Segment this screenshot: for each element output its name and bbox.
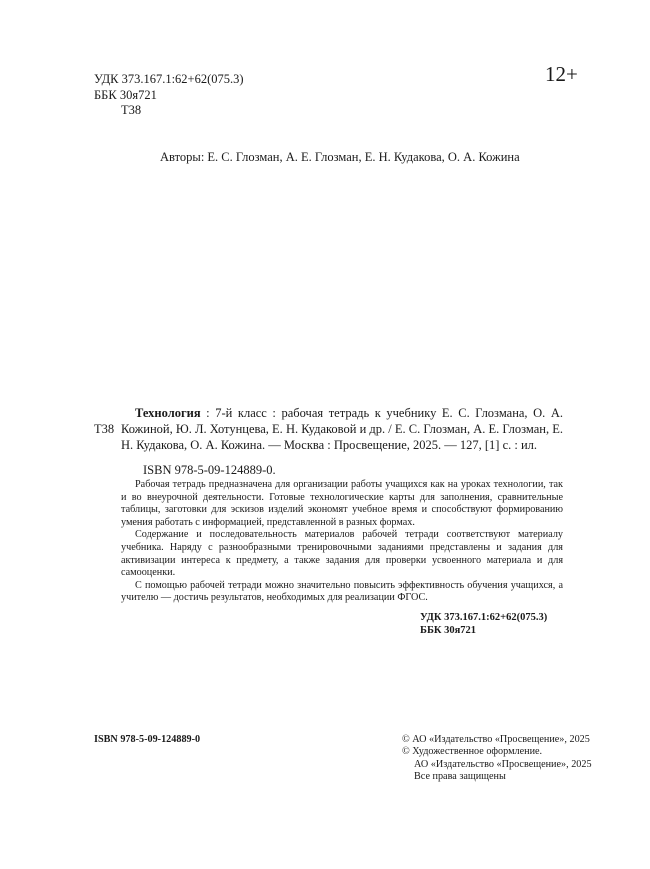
annotation-paragraph: Содержание и последовательность материалов рабочей тетради соответствуют материалу учебника. Наряду с разнообразными тренировочными заданиями представлены и задания для активизации интереса к предмету, а также задания для проверки усвоенного материала и для самооценки. <box>121 529 563 579</box>
age-rating: 12+ <box>545 62 578 86</box>
bbk-code: ББК 30я721 <box>94 87 157 102</box>
catalog-entry <box>121 405 563 454</box>
bbk-bottom: ББК 30я721 <box>420 624 477 636</box>
annotation-paragraph: Рабочая тетрадь предназначена для организации работы учащихся как на уроках технологии, так и во внеурочной деятельности. Готовые технологические карты для заполнения, сравнительные таблицы, заготовки для эскизов изделий экономят учебное время и способствуют формированию умения работать с информацией, представленной в разных формах. <box>121 479 563 528</box>
author-mark: Т38 <box>121 103 142 117</box>
udk-bottom: УДК 373.167.1:62+62(075.3) <box>420 612 548 623</box>
copyright-line: АО «Издательство «Просвещение», 2025 <box>414 758 592 770</box>
copyright-block <box>402 734 592 783</box>
catalog-isbn: ISBN 978-5-09-124889-0. <box>143 463 276 477</box>
isbn-bottom: ISBN 978-5-09-124889-0 <box>94 734 201 745</box>
bottom-classification <box>420 612 563 637</box>
catalog-description: : 7-й класс : рабочая тетрадь к учебнику Е. С. Глозмана, О. А. Кожиной, Ю. Л. Хотунцева, Е. Н. Кудаковой и др. / Е. С. Глозман, А. Е. Глозман, Е. Н. Кудакова, О. А. Кожина. — Москва : Просвещение, 2025. — 127, [1] с. : ил. <box>121 406 563 453</box>
udk-code: УДК 373.167.1:62+62(075.3) <box>94 72 244 86</box>
classification-block <box>94 72 244 119</box>
annotation <box>121 479 563 605</box>
copyright-line: © АО «Издательство «Просвещение», 2025 <box>402 734 590 745</box>
catalog-author-mark: Т38 <box>94 422 115 436</box>
authors-line: Авторы: Е. С. Глозман, А. Е. Глозман, Е. Н. Кудакова, О. А. Кожина <box>160 150 520 164</box>
copyright-line: Все права защищены <box>414 770 506 782</box>
copyright-line: © Художественное оформление. <box>402 746 543 758</box>
annotation-paragraph: С помощью рабочей тетради можно значительно повысить эффективность обучения учащихся, а учителю — достичь результатов, необходимых для реализации ФГОС. <box>121 579 563 604</box>
book-title: Технология <box>135 406 201 420</box>
